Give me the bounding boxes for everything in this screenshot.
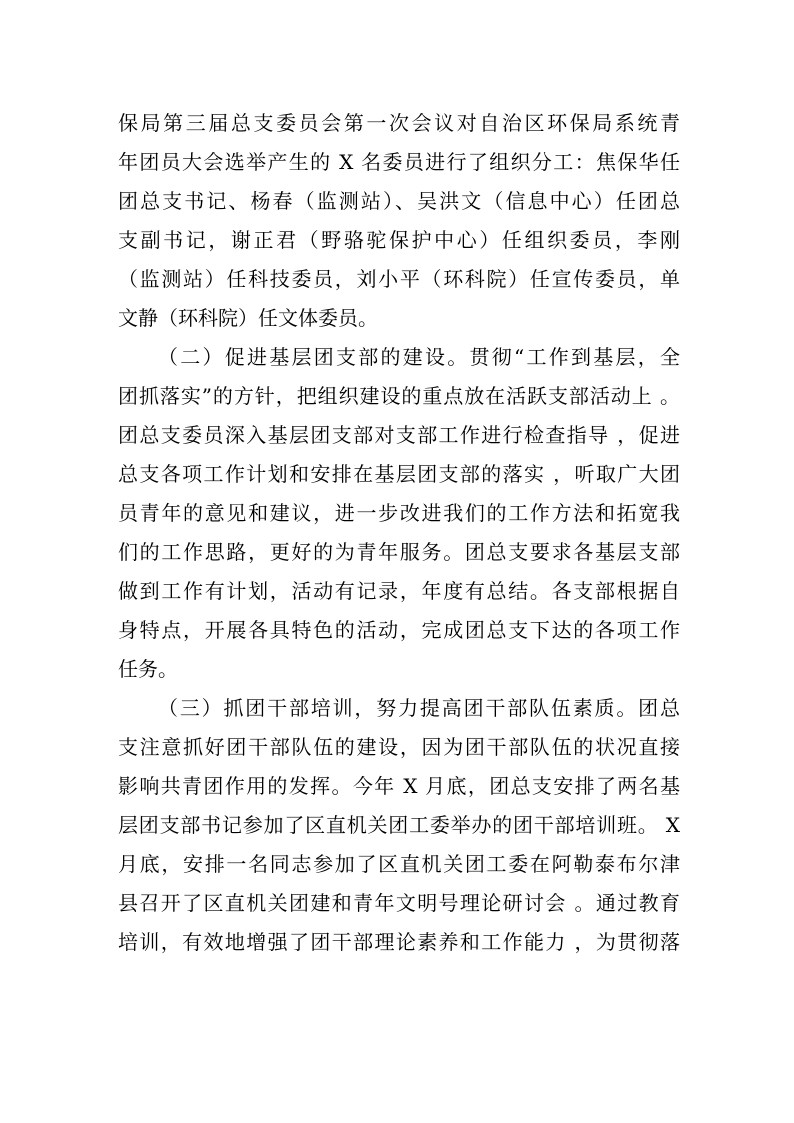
document-body: [118, 104, 680, 962]
paragraph-heading-line: （二）促进基层团支部的建设。贯彻“工作到基层，全: [158, 345, 680, 369]
text-line: 员青年的意见和建议，进一步改进我们的工作方法和拓宽我: [118, 501, 680, 525]
text-line: 层团支部书记参加了区直机关团工委举办的团干部培训班。 X: [118, 813, 680, 837]
text-line: 们的工作思路，更好的为青年服务。团总支要求各基层支部: [118, 540, 680, 564]
text-line: 文静（环科院）任文体委员。: [118, 306, 378, 330]
text-line: 身特点，开展各具特色的活动，完成团总支下达的各项工作: [118, 618, 680, 642]
text-line: 任务。: [118, 657, 178, 681]
text-line: 培训，有效地增强了团干部理论素养和工作能力 ，为贯彻落: [118, 930, 680, 954]
text-line: 县召开了区直机关团建和青年文明号理论研讨会 。通过教育: [118, 891, 680, 915]
text-line: 总支各项工作计划和安排在基层团支部的落实 ，听取广大团: [118, 462, 680, 486]
text-line: 月底，安排一名同志参加了区直机关团工委在阿勒泰布尔津: [118, 852, 680, 876]
text-line: （监测站）任科技委员，刘小平（环科院）任宣传委员，单: [118, 267, 680, 291]
text-line: 团总支委员深入基层团支部对支部工作进行检查指导 ，促进: [118, 423, 680, 447]
text-line: 团总支书记、杨春（监测站）、吴洪文（信息中心）任团总: [118, 189, 680, 213]
paragraph-heading-line: （三）抓团干部培训，努力提高团干部队伍素质。团总: [158, 696, 680, 720]
text-line: 做到工作有计划，活动有记录，年度有总结。各支部根据自: [118, 579, 680, 603]
text-line: 影响共青团作用的发挥。今年 X 月底，团总支安排了两名基: [118, 774, 680, 798]
text-line: 支副书记，谢正君（野骆驼保护中心）任组织委员，李刚: [118, 228, 680, 252]
text-line: 年团员大会选举产生的 X 名委员进行了组织分工：焦保华任: [118, 150, 680, 174]
text-line: 保局第三届总支委员会第一次会议对自治区环保局系统青: [118, 111, 680, 135]
text-line: 团抓落实”的方针，把组织建设的重点放在活跃支部活动上 。: [118, 384, 680, 408]
text-line: 支注意抓好团干部队伍的建设，因为团干部队伍的状况直接: [118, 735, 680, 759]
